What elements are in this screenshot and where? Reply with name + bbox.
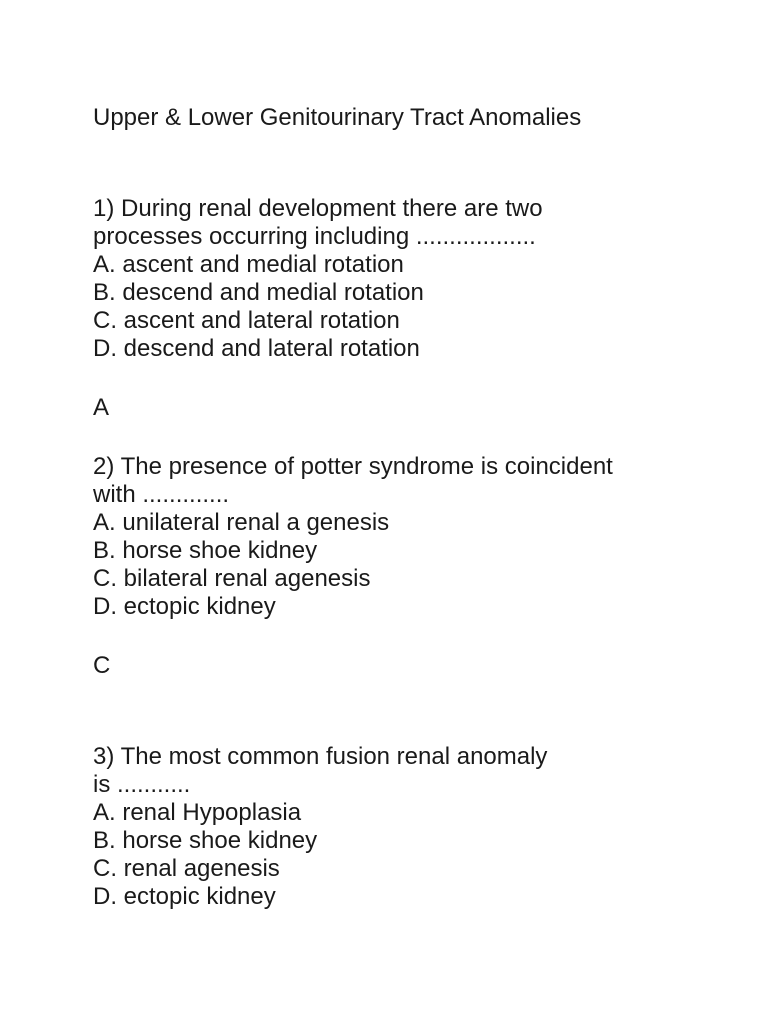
question-2-option-a: A. unilateral renal a genesis — [93, 509, 390, 536]
question-2-stem-line-1: 2) The presence of potter syndrome is coincident — [93, 453, 613, 480]
question-1-stem-line-2: processes occurring including .................. — [93, 223, 536, 250]
question-1-option-b: B. descend and medial rotation — [93, 279, 424, 306]
question-1-option-d: D. descend and lateral rotation — [93, 335, 420, 362]
question-3-stem-line-1: 3) The most common fusion renal anomaly — [93, 743, 548, 770]
question-3-option-a: A. renal Hypoplasia — [93, 799, 302, 826]
question-3-option-d: D. ectopic kidney — [93, 883, 276, 910]
question-2-answer: C — [93, 652, 111, 679]
document-title: Upper & Lower Genitourinary Tract Anomalies — [93, 104, 582, 131]
question-3-option-c: C. renal agenesis — [93, 855, 280, 882]
question-2-stem-line-2: with ............. — [93, 481, 230, 508]
question-2 — [93, 453, 693, 621]
question-3 — [93, 743, 693, 911]
question-3-option-b: B. horse shoe kidney — [93, 827, 318, 854]
question-2-option-c: C. bilateral renal agenesis — [93, 565, 371, 592]
question-3-stem-line-2: is ........... — [93, 771, 191, 798]
question-1-option-c: C. ascent and lateral rotation — [93, 307, 400, 334]
question-1-answer: A — [93, 394, 110, 421]
question-2-option-d: D. ectopic kidney — [93, 593, 276, 620]
question-1-option-a: A. ascent and medial rotation — [93, 251, 404, 278]
question-2-option-b: B. horse shoe kidney — [93, 537, 318, 564]
question-1 — [93, 195, 693, 363]
question-1-stem-line-1: 1) During renal development there are two — [93, 195, 543, 222]
